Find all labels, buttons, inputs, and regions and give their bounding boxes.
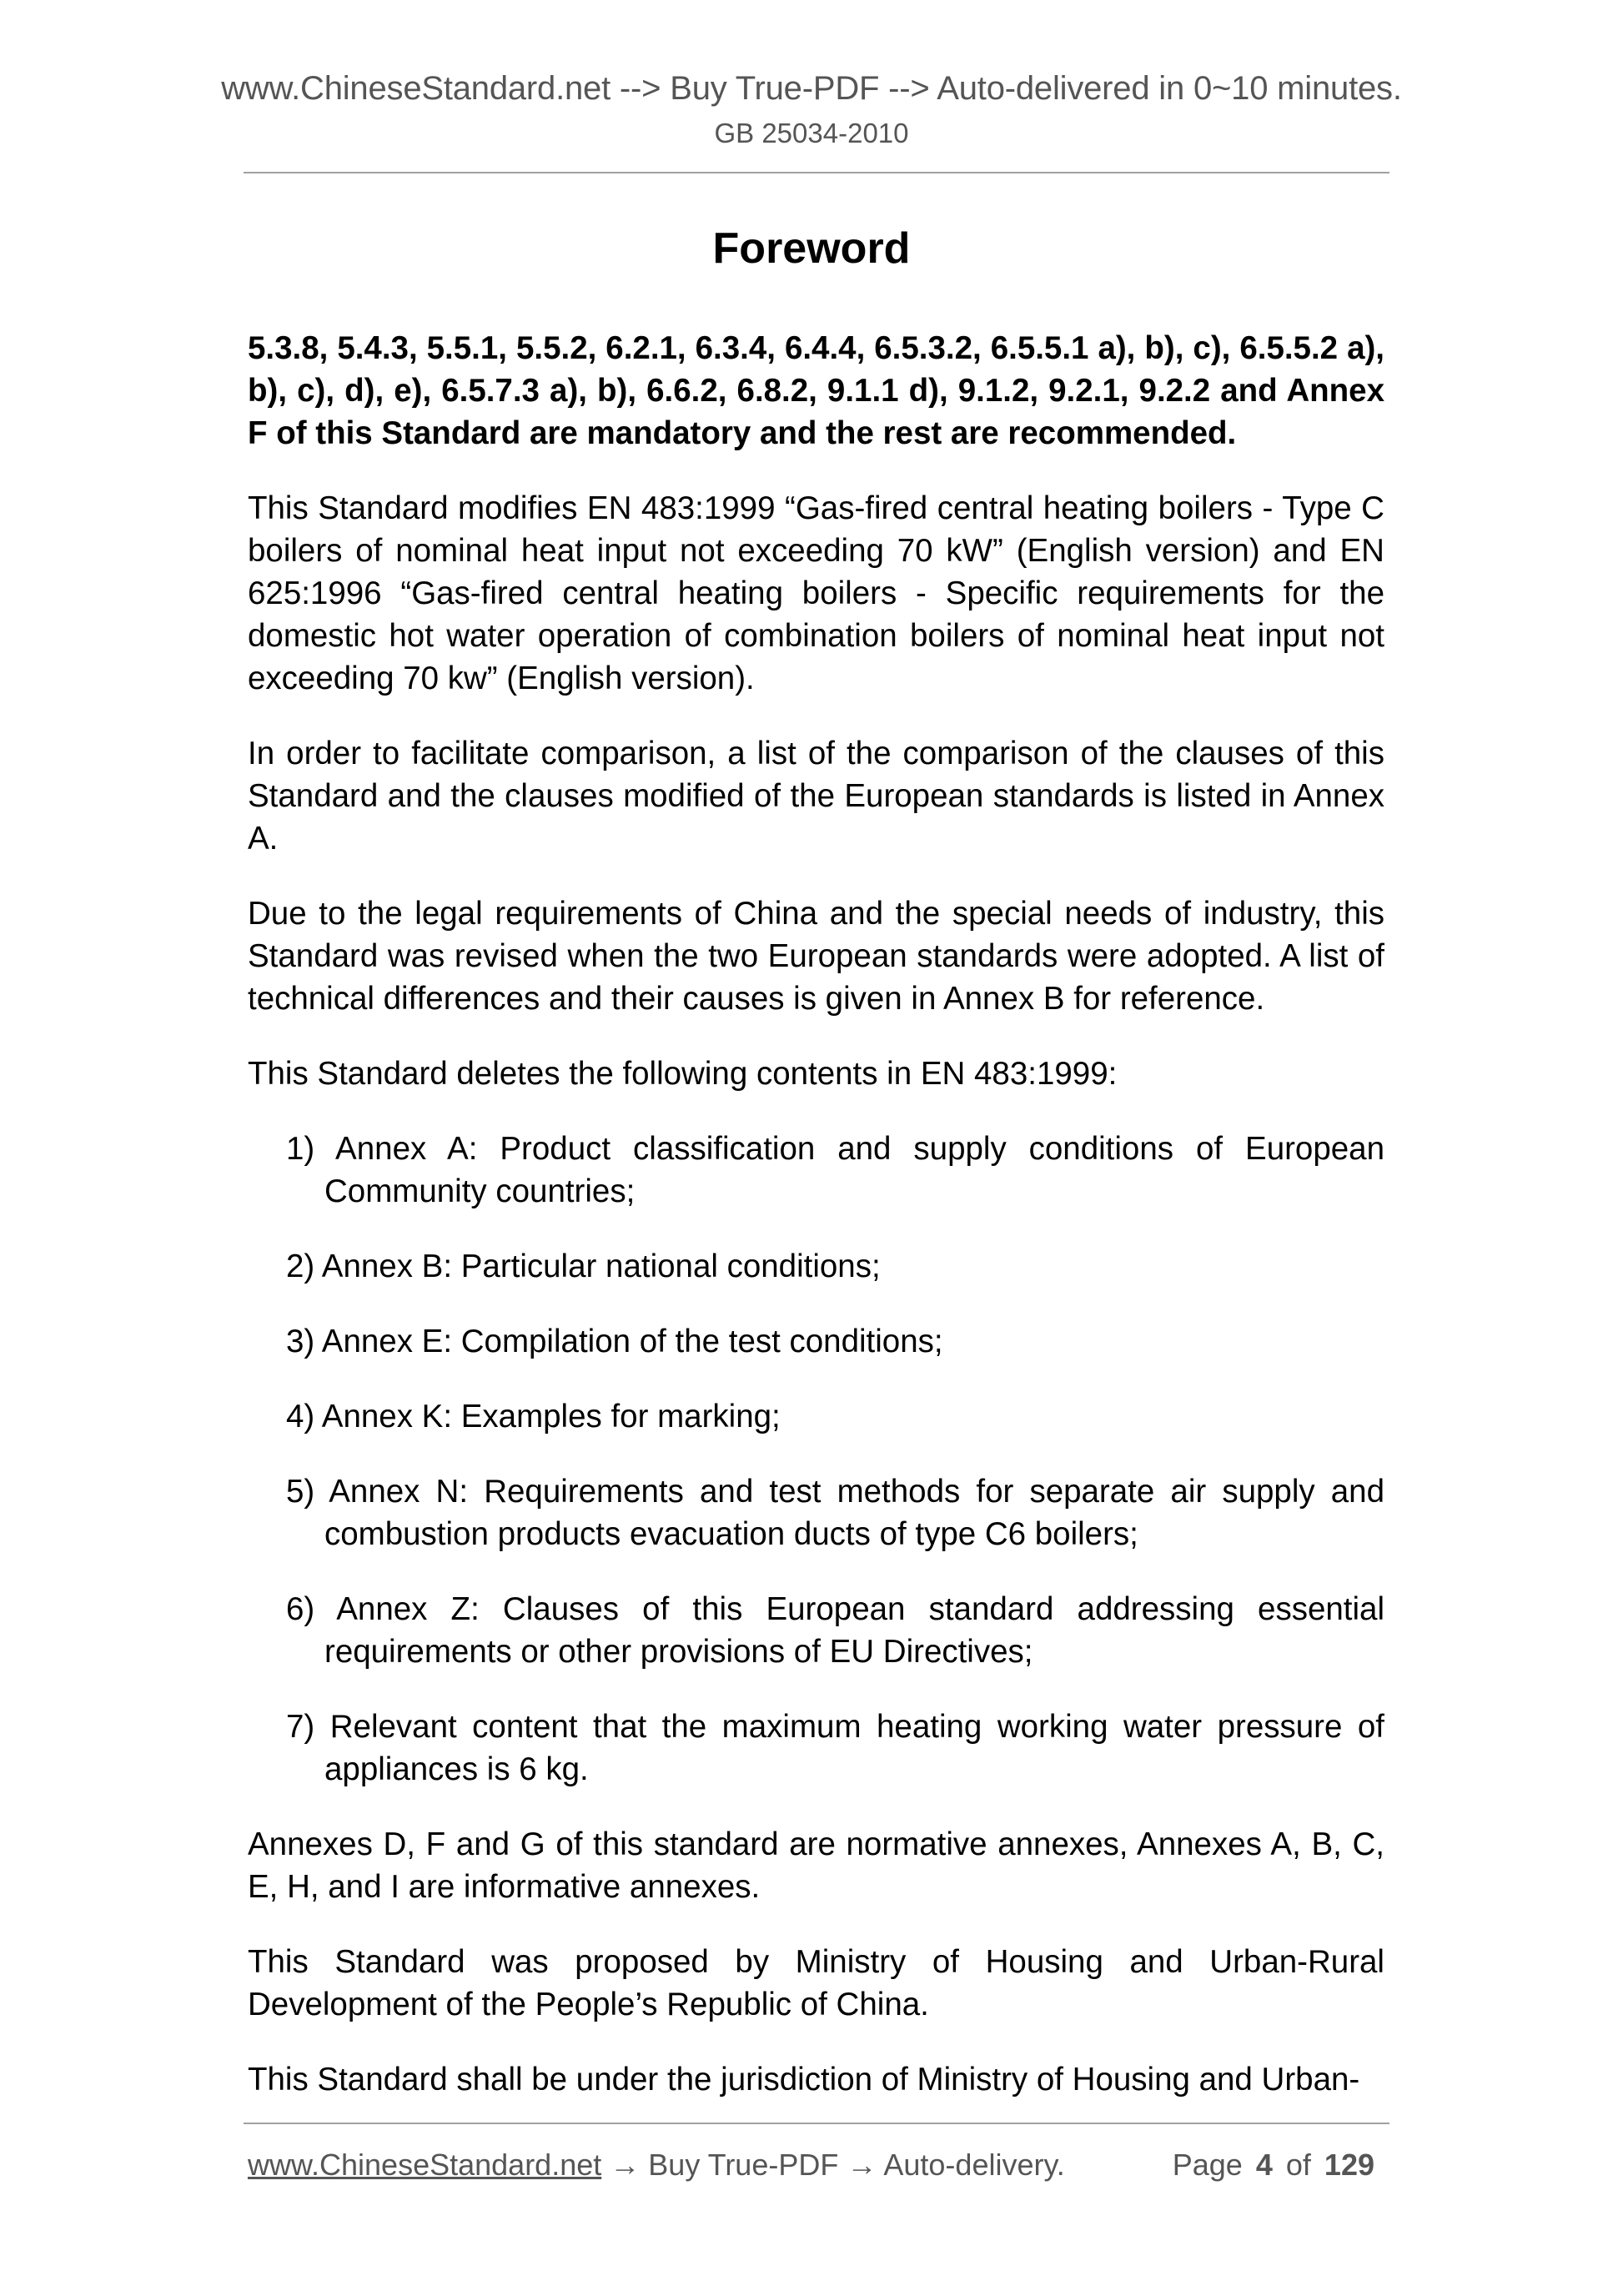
list-item: 1) Annex A: Product classification and supply conditions of European Community countries; <box>286 1131 1384 1209</box>
page-label: Page <box>1172 2148 1243 2182</box>
paragraph: This Standard modifies EN 483:1999 “Gas-fired central heating boilers - Type C boilers of nominal heat input not exceeding 70 kW” (English version) and EN 625:1996 “Gas-fired central heating boilers - Specific requirements for the domestic hot water operation of combination boilers of nominal heat input not exceeding 70 kw” (English version). <box>248 490 1384 696</box>
list-item: 5) Annex N: Requirements and test methods for separate air supply and combustion products evacuation ducts of type C6 boilers; <box>286 1474 1384 1552</box>
deleted-contents-list <box>248 1128 1384 1791</box>
mandatory-clause-paragraph: 5.3.8, 5.4.3, 5.5.1, 5.5.2, 6.2.1, 6.3.4, 6.4.4, 6.5.3.2, 6.5.5.1 a), b), c), 6.5.5.2 a), b), c), d), e), 6.5.7.3 a), b), 6.6.2, 6.8.2, 9.1.1 d), 9.1.2, 9.2.1, 9.2.2 and Annex F of this Standard are mandatory and the rest are recommended. <box>248 330 1384 451</box>
arrow-right-icon: → <box>847 2148 877 2182</box>
page-title: Foreword <box>712 224 911 273</box>
footer-divider <box>244 2123 1389 2124</box>
paragraph: This Standard was proposed by Ministry of Housing and Urban-Rural Development of the People’s Republic of China. <box>248 1944 1384 2022</box>
total-pages-number: 129 <box>1324 2148 1374 2182</box>
site-link[interactable]: www.ChineseStandard.net <box>248 2148 602 2182</box>
paragraph: In order to facilitate comparison, a list of the comparison of the clauses of this Standard and the clauses modified of the European standards is listed in Annex A. <box>248 736 1384 857</box>
footer-promo <box>248 2147 1065 2183</box>
paragraph: Due to the legal requirements of China and the special needs of industry, this Standard was revised when the two European standards were adopted. A list of technical differences and their causes is given in Annex B for reference. <box>248 896 1384 1017</box>
paragraph: This Standard shall be under the jurisdiction of Ministry of Housing and Urban- <box>248 2062 1360 2098</box>
paragraph: Annexes D, F and G of this standard are normative annexes, Annexes A, B, C, E, H, and I are informative annexes. <box>248 1826 1384 1905</box>
list-item: 3) Annex E: Compilation of the test conditions; <box>286 1324 943 1359</box>
header-banner: www.ChineseStandard.net --> Buy True-PDF --> Auto-delivered in 0~10 minutes. <box>221 70 1402 107</box>
list-item: 7) Relevant content that the maximum heating working water pressure of appliances is 6 kg. <box>286 1709 1384 1787</box>
header-divider <box>244 172 1389 173</box>
page-of-label: of <box>1285 2148 1311 2182</box>
list-item: 6) Annex Z: Clauses of this European standard addressing essential requirements or other provisions of EU Directives; <box>286 1591 1384 1670</box>
paragraph: This Standard deletes the following contents in EN 483:1999: <box>248 1056 1118 1092</box>
document-body <box>248 327 1384 2133</box>
arrow-right-icon: → <box>610 2148 641 2182</box>
footer-step-buy: Buy True-PDF <box>648 2148 839 2182</box>
list-item: 2) Annex B: Particular national conditions; <box>286 1248 881 1284</box>
list-item: 4) Annex K: Examples for marking; <box>286 1399 781 1434</box>
standard-code: GB 25034-2010 <box>714 118 909 148</box>
current-page-number: 4 <box>1255 2148 1273 2182</box>
footer-step-delivery: Auto-delivery. <box>883 2148 1065 2182</box>
page-indicator <box>1173 2147 1374 2183</box>
